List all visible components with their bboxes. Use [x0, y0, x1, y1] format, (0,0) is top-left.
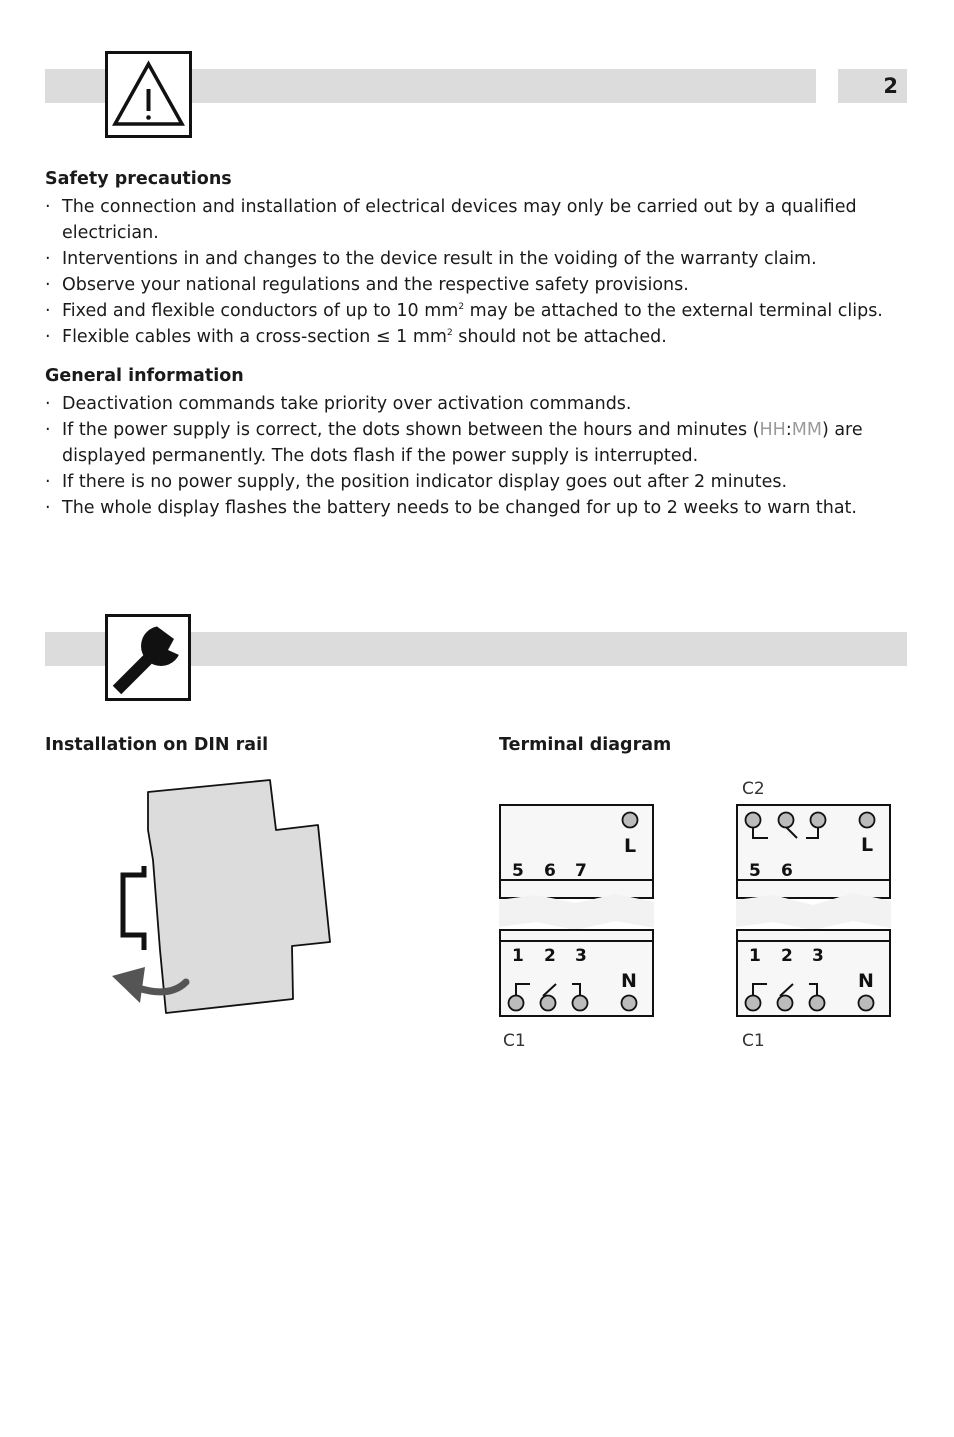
terminal-number: 3: [575, 946, 587, 966]
wrench-icon: [105, 614, 191, 701]
installation-title: Installation on DIN rail: [45, 735, 269, 755]
terminal-title: Terminal diagram: [499, 735, 672, 755]
list-item: [45, 298, 915, 324]
terminal-number: 3: [812, 946, 824, 966]
list-item-text: may be attached to the external terminal clips.: [464, 301, 883, 321]
list-item-text: Fixed and flexible conductors of up to 10 mm: [62, 301, 459, 321]
terminal-letter-N: N: [858, 970, 874, 992]
terminal-number: 2: [544, 946, 556, 966]
time-format-mm: MM: [791, 420, 822, 440]
list-item-text: If the power supply is correct, the dots shown between the hours and minutes (: [62, 420, 760, 440]
list-item: · Deactivation commands take priority over activation commands.: [45, 391, 915, 417]
time-format-hh: HH: [759, 420, 786, 440]
general-section: [45, 366, 915, 521]
general-title: General information: [45, 366, 244, 386]
list-item: · The connection and installation of electrical devices may only be carried out by a qualified electrician.: [45, 194, 915, 246]
time-format-colon: :: [785, 420, 792, 440]
list-item: · Interventions in and changes to the device result in the voiding of the warranty claim.: [45, 246, 915, 272]
list-item-text: should not be attached.: [452, 327, 667, 347]
superscript: 2: [458, 302, 465, 313]
list-item: [45, 417, 915, 469]
terminal-number: 1: [512, 946, 524, 966]
superscript: 2: [446, 328, 453, 339]
terminal-caption-C2: C2: [742, 779, 765, 799]
list-item: · If there is no power supply, the position indicator display goes out after 2 minutes.: [45, 469, 915, 495]
din-rail-illustration: [100, 770, 340, 1020]
curved-arrow-icon: [138, 982, 186, 992]
list-item: · The whole display flashes the battery needs to be changed for up to 2 weeks to warn that.: [45, 495, 915, 521]
terminal-number: 6: [544, 861, 556, 881]
terminal-number: 2: [781, 946, 793, 966]
page-number: 2: [838, 69, 907, 103]
device-body: [148, 780, 330, 1013]
terminal-number: 5: [512, 861, 524, 881]
terminal-diagram-left: [496, 800, 666, 1055]
terminal-letter-L: L: [624, 835, 637, 857]
list-item-text: ) are displayed permanently. The dots flash if the power supply is interrupted.: [62, 420, 863, 466]
terminal-letter-N: N: [621, 970, 637, 992]
din-rail: [123, 866, 144, 950]
terminal-letter-L: L: [861, 834, 874, 856]
safety-section: [45, 169, 915, 350]
terminal-number: 5: [749, 861, 761, 881]
terminal-number: 6: [781, 861, 793, 881]
terminal-caption-C1: C1: [503, 1031, 526, 1051]
terminal-number: 7: [575, 861, 587, 881]
terminal-caption-C1: C1: [742, 1031, 765, 1051]
terminal-number: 1: [749, 946, 761, 966]
terminal-diagram-right: [733, 775, 903, 1055]
warning-triangle-icon: [105, 51, 192, 138]
list-item-text: Flexible cables with a cross-section ≤ 1 mm: [62, 327, 447, 347]
list-item: [45, 324, 915, 350]
list-item: · Observe your national regulations and the respective safety provisions.: [45, 272, 915, 298]
safety-title: Safety precautions: [45, 169, 232, 189]
